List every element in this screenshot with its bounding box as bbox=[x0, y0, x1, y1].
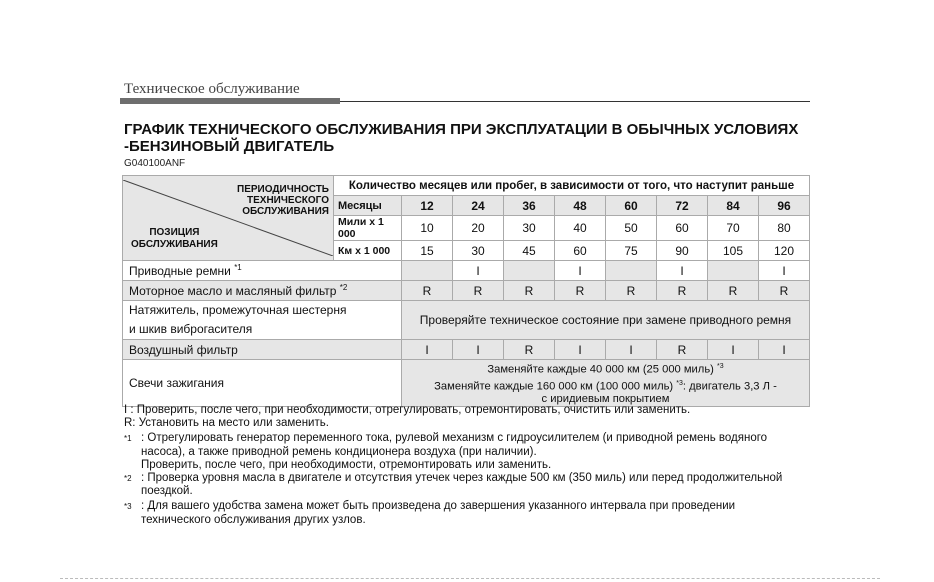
km-cell: 90 bbox=[657, 241, 708, 261]
schedule-cell: I bbox=[555, 261, 606, 281]
km-cell: 15 bbox=[402, 241, 453, 261]
interval-caption: Количество месяцев или пробег, в зависимости от того, что наступит раньше bbox=[334, 176, 810, 196]
note-1: *1 : Отрегулировать генератор переменного тока, рулевой механизм с гидроусилителем (и приводной ремень водяного bbox=[124, 432, 768, 445]
item-label-belts: Приводные ремни $^{*1}$ bbox=[123, 261, 402, 281]
schedule-cell: R bbox=[402, 281, 453, 301]
miles-cell: 10 bbox=[402, 216, 453, 241]
schedule-cell: R bbox=[708, 281, 759, 301]
item-label-spark-plugs: Свечи зажигания bbox=[123, 360, 402, 407]
corner-periodicity-label: ПЕРИОДИЧНОСТЬ ТЕХНИЧЕСКОГО ОБСЛУЖИВАНИЯ bbox=[237, 184, 329, 217]
km-cell: 75 bbox=[606, 241, 657, 261]
schedule-cell: R bbox=[657, 281, 708, 301]
note-3: *3 : Для вашего удобства замена может быть произведена до завершения указанного интервала при проведении bbox=[124, 500, 736, 513]
corner-position-label: ПОЗИЦИЯ ОБСЛУЖИВАНИЯ bbox=[131, 227, 218, 250]
page-heading bbox=[124, 121, 814, 155]
months-cell: 12 bbox=[402, 196, 453, 216]
item-label-tensioner: Натяжитель, промежуточная шестерня и шкив виброгасителя bbox=[123, 301, 402, 340]
note-3-line-2: технического обслуживания других узлов. bbox=[141, 513, 366, 526]
heading-line-1: ГРАФИК ТЕХНИЧЕСКОГО ОБСЛУЖИВАНИЯ ПРИ ЭКСПЛУАТАЦИИ В ОБЫЧНЫХ УСЛОВИЯХ bbox=[124, 121, 799, 138]
km-cell: 105 bbox=[708, 241, 759, 261]
schedule-cell: I bbox=[657, 261, 708, 281]
schedule-cell: I bbox=[759, 340, 810, 360]
schedule-cell bbox=[402, 261, 453, 281]
miles-cell: 60 bbox=[657, 216, 708, 241]
section-title: Техническое обслуживание bbox=[124, 81, 300, 97]
schedule-cell: R bbox=[504, 340, 555, 360]
heading-line-2: -БЕНЗИНОВЫЙ ДВИГАТЕЛЬ bbox=[124, 138, 335, 155]
schedule-cell: R bbox=[606, 281, 657, 301]
miles-cell: 30 bbox=[504, 216, 555, 241]
km-cell: 60 bbox=[555, 241, 606, 261]
miles-cell: 70 bbox=[708, 216, 759, 241]
months-cell: 72 bbox=[657, 196, 708, 216]
note-r: R: Установить на место или заменить. bbox=[124, 417, 329, 430]
section-rule-accent bbox=[120, 98, 340, 104]
schedule-cell: I bbox=[759, 261, 810, 281]
table-row-tensioner bbox=[123, 301, 810, 340]
schedule-cell: R bbox=[759, 281, 810, 301]
schedule-cell: I bbox=[708, 340, 759, 360]
miles-cell: 50 bbox=[606, 216, 657, 241]
note-2: *2 : Проверка уровня масла в двигателе и отсутствия утечек через каждые 500 км (350 миль) или перед продолжительной bbox=[124, 472, 783, 485]
schedule-cell: R bbox=[504, 281, 555, 301]
schedule-cell: I bbox=[606, 340, 657, 360]
schedule-cell: R bbox=[657, 340, 708, 360]
spark-plugs-note: Заменяйте каждые 40 000 км (25 000 миль) $^{*3}$ Заменяйте каждые 160 000 км (100 000 миль) $^{*3}$: двигатель 3,3 Л - с иридиевым покрытием bbox=[402, 360, 810, 407]
footnote-mark: *2 bbox=[339, 283, 348, 292]
km-cell: 120 bbox=[759, 241, 810, 261]
miles-cell: 20 bbox=[453, 216, 504, 241]
schedule-cell: I bbox=[555, 340, 606, 360]
note-2-line-2: поездкой. bbox=[141, 485, 193, 498]
item-label-oil: Моторное масло и масляный фильтр $^{*2}$ bbox=[123, 281, 402, 301]
km-cell: 45 bbox=[504, 241, 555, 261]
km-cell: 30 bbox=[453, 241, 504, 261]
months-cell: 84 bbox=[708, 196, 759, 216]
legend-notes bbox=[124, 404, 814, 527]
schedule-cell: R bbox=[453, 281, 504, 301]
schedule-cell bbox=[504, 261, 555, 281]
footnote-mark: *2 bbox=[124, 474, 132, 484]
note-1-line-3: Проверить, после чего, при необходимости, отремонтировать или заменить. bbox=[141, 458, 552, 471]
schedule-cell bbox=[606, 261, 657, 281]
schedule-cell: I bbox=[453, 261, 504, 281]
miles-row-label: Мили x 1 000 bbox=[334, 216, 402, 241]
document-code: G040100ANF bbox=[124, 158, 186, 169]
note-i: I : Проверить, после чего, при необходимости, отрегулировать, отремонтировать, очистить или заменить. bbox=[124, 404, 691, 416]
km-row-label: Км x 1 000 bbox=[334, 241, 402, 261]
footnote-mark: *1 bbox=[124, 434, 132, 444]
table-row-air-filter bbox=[123, 340, 810, 360]
footnote-mark: *1 bbox=[234, 263, 242, 272]
item-label-air-filter: Воздушный фильтр bbox=[123, 340, 402, 360]
months-cell: 48 bbox=[555, 196, 606, 216]
months-cell: 24 bbox=[453, 196, 504, 216]
miles-cell: 80 bbox=[759, 216, 810, 241]
footnote-mark: *3 bbox=[124, 502, 132, 512]
schedule-cell: I bbox=[453, 340, 504, 360]
months-cell: 96 bbox=[759, 196, 810, 216]
months-row-label: Месяцы bbox=[334, 196, 402, 216]
tensioner-note: Проверяйте техническое состояние при замене приводного ремня bbox=[402, 301, 810, 340]
table-corner-header bbox=[123, 176, 334, 261]
note-1-line-2: насоса), а также приводной ремень кондиционера воздуха (при наличии). bbox=[141, 445, 537, 458]
page-bottom-divider bbox=[60, 578, 880, 579]
table-row-belts bbox=[123, 261, 810, 281]
table-row-spark-plugs bbox=[123, 360, 810, 407]
miles-cell: 40 bbox=[555, 216, 606, 241]
schedule-cell bbox=[708, 261, 759, 281]
maintenance-schedule-table bbox=[122, 175, 810, 407]
months-cell: 60 bbox=[606, 196, 657, 216]
months-cell: 36 bbox=[504, 196, 555, 216]
table-row-oil bbox=[123, 281, 810, 301]
schedule-cell: I bbox=[402, 340, 453, 360]
schedule-cell: R bbox=[555, 281, 606, 301]
